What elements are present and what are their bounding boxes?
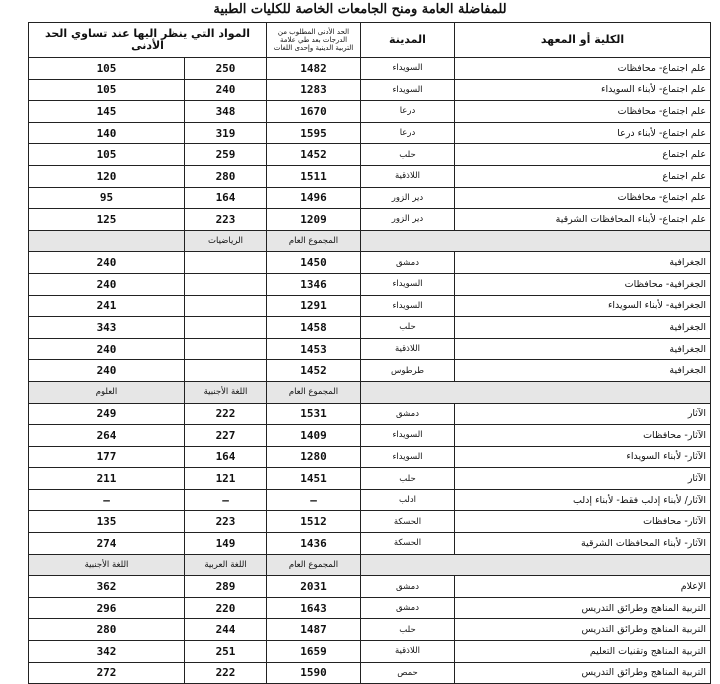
header-row: [29, 23, 711, 58]
total-cell: 1452: [267, 144, 361, 166]
total-cell: 1291: [267, 295, 361, 317]
subject-1-cell: 241: [29, 295, 185, 317]
subject-2-cell: [185, 273, 267, 295]
city-cell: درعا: [361, 122, 455, 144]
header-subjects: المواد التي ينظر اليها عند تساوي الحد الأدنى: [29, 23, 267, 58]
sub-header-row: [29, 381, 711, 403]
city-cell: دمشق: [361, 403, 455, 425]
college-cell: علم اجتماع- لأبناء المحافظات الشرقية: [455, 209, 711, 231]
total-cell: —: [267, 489, 361, 511]
city-cell: اللاذقية: [361, 165, 455, 187]
subject-1-cell: 135: [29, 511, 185, 533]
college-cell: الآثار- محافظات: [455, 425, 711, 447]
sub-header-row: [29, 230, 711, 252]
college-cell: التربية المناهج وتقنيات التعليم: [455, 641, 711, 663]
total-cell: 1451: [267, 468, 361, 490]
table-row: [29, 446, 711, 468]
subject-1-cell: 105: [29, 58, 185, 80]
total-cell: 1452: [267, 360, 361, 382]
subject-1-cell: 274: [29, 533, 185, 555]
subject-2-cell: 121: [185, 468, 267, 490]
city-cell: السويداء: [361, 446, 455, 468]
college-cell: التربية المناهج وطرائق التدريس: [455, 619, 711, 641]
city-cell: السويداء: [361, 273, 455, 295]
subject-2-cell: [185, 295, 267, 317]
subject-2-cell: —: [185, 489, 267, 511]
subject-1-cell: 362: [29, 576, 185, 598]
table-row: [29, 403, 711, 425]
sub-header-total: المجموع العام: [267, 381, 361, 403]
subject-2-cell: 164: [185, 187, 267, 209]
table-row: [29, 101, 711, 123]
sub-header-blank: [361, 381, 711, 403]
subject-2-cell: 289: [185, 576, 267, 598]
city-cell: دمشق: [361, 252, 455, 274]
college-cell: علم اجتماع: [455, 144, 711, 166]
subject-1-cell: 240: [29, 338, 185, 360]
city-cell: السويداء: [361, 295, 455, 317]
subject-2-cell: 348: [185, 101, 267, 123]
college-cell: الجغرافية: [455, 317, 711, 339]
college-cell: الآثار- محافظات: [455, 511, 711, 533]
total-cell: 1595: [267, 122, 361, 144]
college-cell: التربية المناهج وطرائق التدريس: [455, 597, 711, 619]
college-cell: علم اجتماع: [455, 165, 711, 187]
total-cell: 1659: [267, 641, 361, 663]
city-cell: دير الزور: [361, 209, 455, 231]
college-cell: علم اجتماع- محافظات: [455, 101, 711, 123]
total-cell: 1496: [267, 187, 361, 209]
sub-header-subject-2: [29, 230, 185, 252]
sub-header-blank: [361, 554, 711, 576]
college-cell: الجغرافية: [455, 252, 711, 274]
subject-2-cell: [185, 252, 267, 274]
sub-header-total: المجموع العام: [267, 230, 361, 252]
subject-1-cell: 296: [29, 597, 185, 619]
college-cell: الآثار- لأبناء المحافظات الشرقية: [455, 533, 711, 555]
city-cell: درعا: [361, 101, 455, 123]
total-cell: 1346: [267, 273, 361, 295]
table-row: [29, 187, 711, 209]
table-row: [29, 165, 711, 187]
total-cell: 1670: [267, 101, 361, 123]
table-row: [29, 533, 711, 555]
subject-1-cell: 240: [29, 252, 185, 274]
city-cell: السويداء: [361, 79, 455, 101]
city-cell: دمشق: [361, 576, 455, 598]
college-cell: الجغرافية- لأبناء السويداء: [455, 295, 711, 317]
city-cell: الحسكة: [361, 533, 455, 555]
subject-1-cell: 343: [29, 317, 185, 339]
city-cell: السويداء: [361, 425, 455, 447]
sub-header-row: [29, 554, 711, 576]
total-cell: 1511: [267, 165, 361, 187]
total-cell: 1453: [267, 338, 361, 360]
city-cell: الحسكة: [361, 511, 455, 533]
subject-1-cell: 249: [29, 403, 185, 425]
table-row: [29, 209, 711, 231]
sub-header-subject-1: اللغة العربية: [185, 554, 267, 576]
college-cell: الإعلام: [455, 576, 711, 598]
sub-header-subject-1: اللغة الأجنبية: [185, 381, 267, 403]
table-row: [29, 511, 711, 533]
total-cell: 1590: [267, 662, 361, 684]
city-cell: دمشق: [361, 597, 455, 619]
subject-1-cell: 342: [29, 641, 185, 663]
subject-2-cell: [185, 338, 267, 360]
college-cell: علم اجتماع- لأبناء السويداء: [455, 79, 711, 101]
city-cell: اللاذقية: [361, 641, 455, 663]
table-row: [29, 273, 711, 295]
table-row: [29, 79, 711, 101]
table-row: [29, 597, 711, 619]
city-cell: ادلب: [361, 489, 455, 511]
college-cell: الجغرافية- محافظات: [455, 273, 711, 295]
page-title: للمفاضلة العامة ومنح الجامعات الخاصة للكليات الطبية: [213, 2, 507, 17]
table-row: [29, 576, 711, 598]
total-cell: 1280: [267, 446, 361, 468]
table-row: [29, 425, 711, 447]
subject-1-cell: 125: [29, 209, 185, 231]
subject-1-cell: 272: [29, 662, 185, 684]
subject-2-cell: 220: [185, 597, 267, 619]
total-cell: 1450: [267, 252, 361, 274]
college-cell: الآثار- لأبناء السويداء: [455, 446, 711, 468]
city-cell: اللاذقية: [361, 338, 455, 360]
table-row: [29, 468, 711, 490]
subject-2-cell: 164: [185, 446, 267, 468]
subject-2-cell: 227: [185, 425, 267, 447]
subject-2-cell: [185, 317, 267, 339]
total-cell: 2031: [267, 576, 361, 598]
city-cell: السويداء: [361, 58, 455, 80]
sub-header-subject-1: الرياضيات: [185, 230, 267, 252]
table-row: [29, 122, 711, 144]
table-row: [29, 58, 711, 80]
college-cell: الجغرافية: [455, 338, 711, 360]
table-row: [29, 338, 711, 360]
subject-2-cell: 250: [185, 58, 267, 80]
subject-1-cell: 264: [29, 425, 185, 447]
total-cell: 1487: [267, 619, 361, 641]
header-city: المدينة: [361, 23, 455, 58]
subject-2-cell: 222: [185, 662, 267, 684]
total-cell: 1458: [267, 317, 361, 339]
results-table: [28, 22, 711, 684]
subject-1-cell: 240: [29, 360, 185, 382]
subject-1-cell: 280: [29, 619, 185, 641]
subject-1-cell: —: [29, 489, 185, 511]
subject-1-cell: 105: [29, 79, 185, 101]
subject-1-cell: 145: [29, 101, 185, 123]
subject-1-cell: 120: [29, 165, 185, 187]
table-row: [29, 489, 711, 511]
total-cell: 1482: [267, 58, 361, 80]
sub-header-subject-2: اللغة الأجنبية: [29, 554, 185, 576]
table-row: [29, 360, 711, 382]
table-row: [29, 144, 711, 166]
total-cell: 1409: [267, 425, 361, 447]
city-cell: حلب: [361, 619, 455, 641]
college-cell: الآثار: [455, 468, 711, 490]
sub-header-blank: [361, 230, 711, 252]
header-min-total: الحد الأدنى المطلوب من الدرجات بعد طي علامة التربية الدينية وإحدى اللغات: [267, 23, 361, 58]
total-cell: 1209: [267, 209, 361, 231]
subject-1-cell: 211: [29, 468, 185, 490]
subject-1-cell: 240: [29, 273, 185, 295]
college-cell: علم اجتماع- محافظات: [455, 187, 711, 209]
subject-2-cell: 222: [185, 403, 267, 425]
table-row: [29, 641, 711, 663]
college-cell: علم اجتماع- لأبناء درعا: [455, 122, 711, 144]
sub-header-total: المجموع العام: [267, 554, 361, 576]
subject-2-cell: 251: [185, 641, 267, 663]
subject-2-cell: 223: [185, 511, 267, 533]
subject-2-cell: 259: [185, 144, 267, 166]
subject-1-cell: 95: [29, 187, 185, 209]
college-cell: التربية المناهج وطرائق التدريس: [455, 662, 711, 684]
city-cell: حلب: [361, 468, 455, 490]
city-cell: حمص: [361, 662, 455, 684]
subject-2-cell: [185, 360, 267, 382]
city-cell: حلب: [361, 317, 455, 339]
total-cell: 1531: [267, 403, 361, 425]
college-cell: الآثار/ لأبناء إدلب فقط- لأبناء إدلب: [455, 489, 711, 511]
subject-1-cell: 177: [29, 446, 185, 468]
sub-header-subject-2: العلوم: [29, 381, 185, 403]
college-cell: علم اجتماع- محافظات: [455, 58, 711, 80]
subject-2-cell: 319: [185, 122, 267, 144]
subject-2-cell: 240: [185, 79, 267, 101]
subject-2-cell: 280: [185, 165, 267, 187]
total-cell: 1512: [267, 511, 361, 533]
total-cell: 1436: [267, 533, 361, 555]
table-row: [29, 295, 711, 317]
college-cell: الجغرافية: [455, 360, 711, 382]
subject-2-cell: 223: [185, 209, 267, 231]
subject-1-cell: 105: [29, 144, 185, 166]
table-row: [29, 252, 711, 274]
total-cell: 1643: [267, 597, 361, 619]
city-cell: طرطوس: [361, 360, 455, 382]
subject-2-cell: 244: [185, 619, 267, 641]
total-cell: 1283: [267, 79, 361, 101]
subject-2-cell: 149: [185, 533, 267, 555]
header-college: الكلية أو المعهد: [455, 23, 711, 58]
table-body: [29, 23, 711, 684]
city-cell: حلب: [361, 144, 455, 166]
college-cell: الآثار: [455, 403, 711, 425]
table-row: [29, 317, 711, 339]
subject-1-cell: 140: [29, 122, 185, 144]
city-cell: دير الزور: [361, 187, 455, 209]
table-row: [29, 662, 711, 684]
